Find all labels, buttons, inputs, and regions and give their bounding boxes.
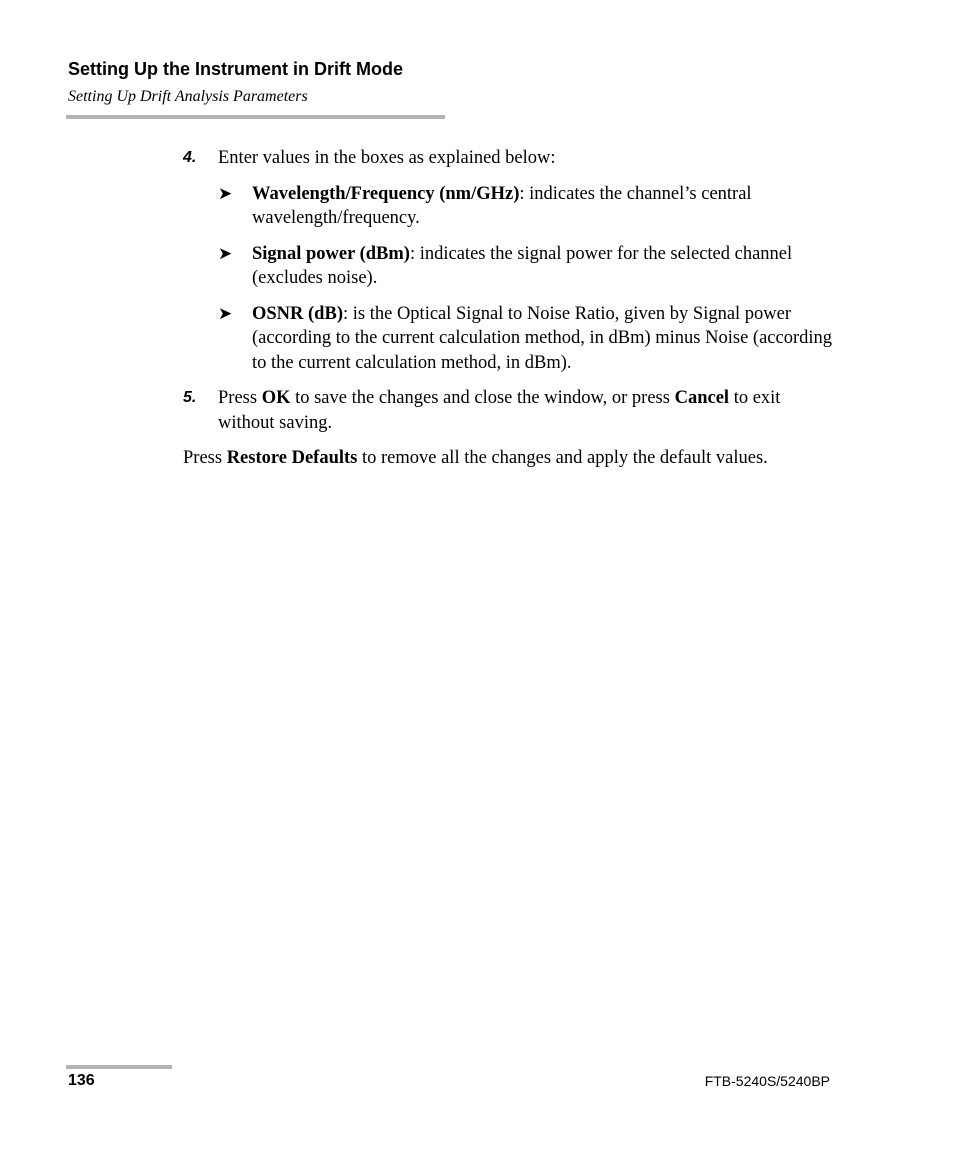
- step-5: [183, 386, 833, 435]
- page-header-subtitle: Setting Up Drift Analysis Parameters: [68, 88, 308, 105]
- page-number: 136: [68, 1072, 95, 1089]
- list-item-osnr: [218, 302, 833, 376]
- step-text: to save the changes and close the window, or press: [290, 388, 675, 408]
- cancel-label: Cancel: [674, 388, 730, 408]
- footer-divider: [66, 1065, 172, 1069]
- step-number: 4.: [183, 149, 197, 166]
- restore-defaults-label: Restore Defaults: [226, 448, 358, 468]
- main-content: [183, 146, 833, 471]
- bullet-term: OSNR (dB): [252, 303, 343, 324]
- paragraph-text: to remove all the changes and apply the default values.: [357, 448, 768, 468]
- bullet-list: [218, 182, 833, 376]
- arrow-bullet-icon: ➤: [218, 243, 233, 264]
- bullet-description: : is the Optical Signal to Noise Ratio, given by Signal power (according to the current calculation method, in dBm) minus Noise (according to the current calculation method, in dBm).: [252, 303, 833, 373]
- step-text: to exit without saving.: [218, 388, 781, 433]
- bullet-description: : indicates the signal power for the selected channel (excludes noise).: [252, 243, 793, 288]
- step-number: 5.: [183, 389, 197, 406]
- bullet-term: Wavelength/Frequency (nm/GHz): [252, 183, 520, 204]
- arrow-bullet-icon: ➤: [218, 303, 233, 324]
- arrow-bullet-icon: ➤: [218, 183, 233, 204]
- list-item-wavelength: [218, 182, 833, 231]
- restore-defaults-paragraph: [183, 446, 833, 471]
- step-text: Enter values in the boxes as explained below:: [218, 148, 556, 168]
- step-text: Press: [218, 388, 262, 408]
- header-divider: [66, 115, 445, 119]
- bullet-term: Signal power (dBm): [252, 243, 410, 264]
- product-name: FTB-5240S/5240BP: [704, 1073, 830, 1089]
- page-header-title: Setting Up the Instrument in Drift Mode: [68, 59, 403, 79]
- list-item-signal-power: [218, 242, 833, 291]
- ok-label: OK: [261, 388, 291, 408]
- step-4: [183, 146, 833, 375]
- bullet-description: : indicates the channel’s central wavelength/frequency.: [252, 183, 752, 228]
- paragraph-text: Press: [183, 448, 227, 468]
